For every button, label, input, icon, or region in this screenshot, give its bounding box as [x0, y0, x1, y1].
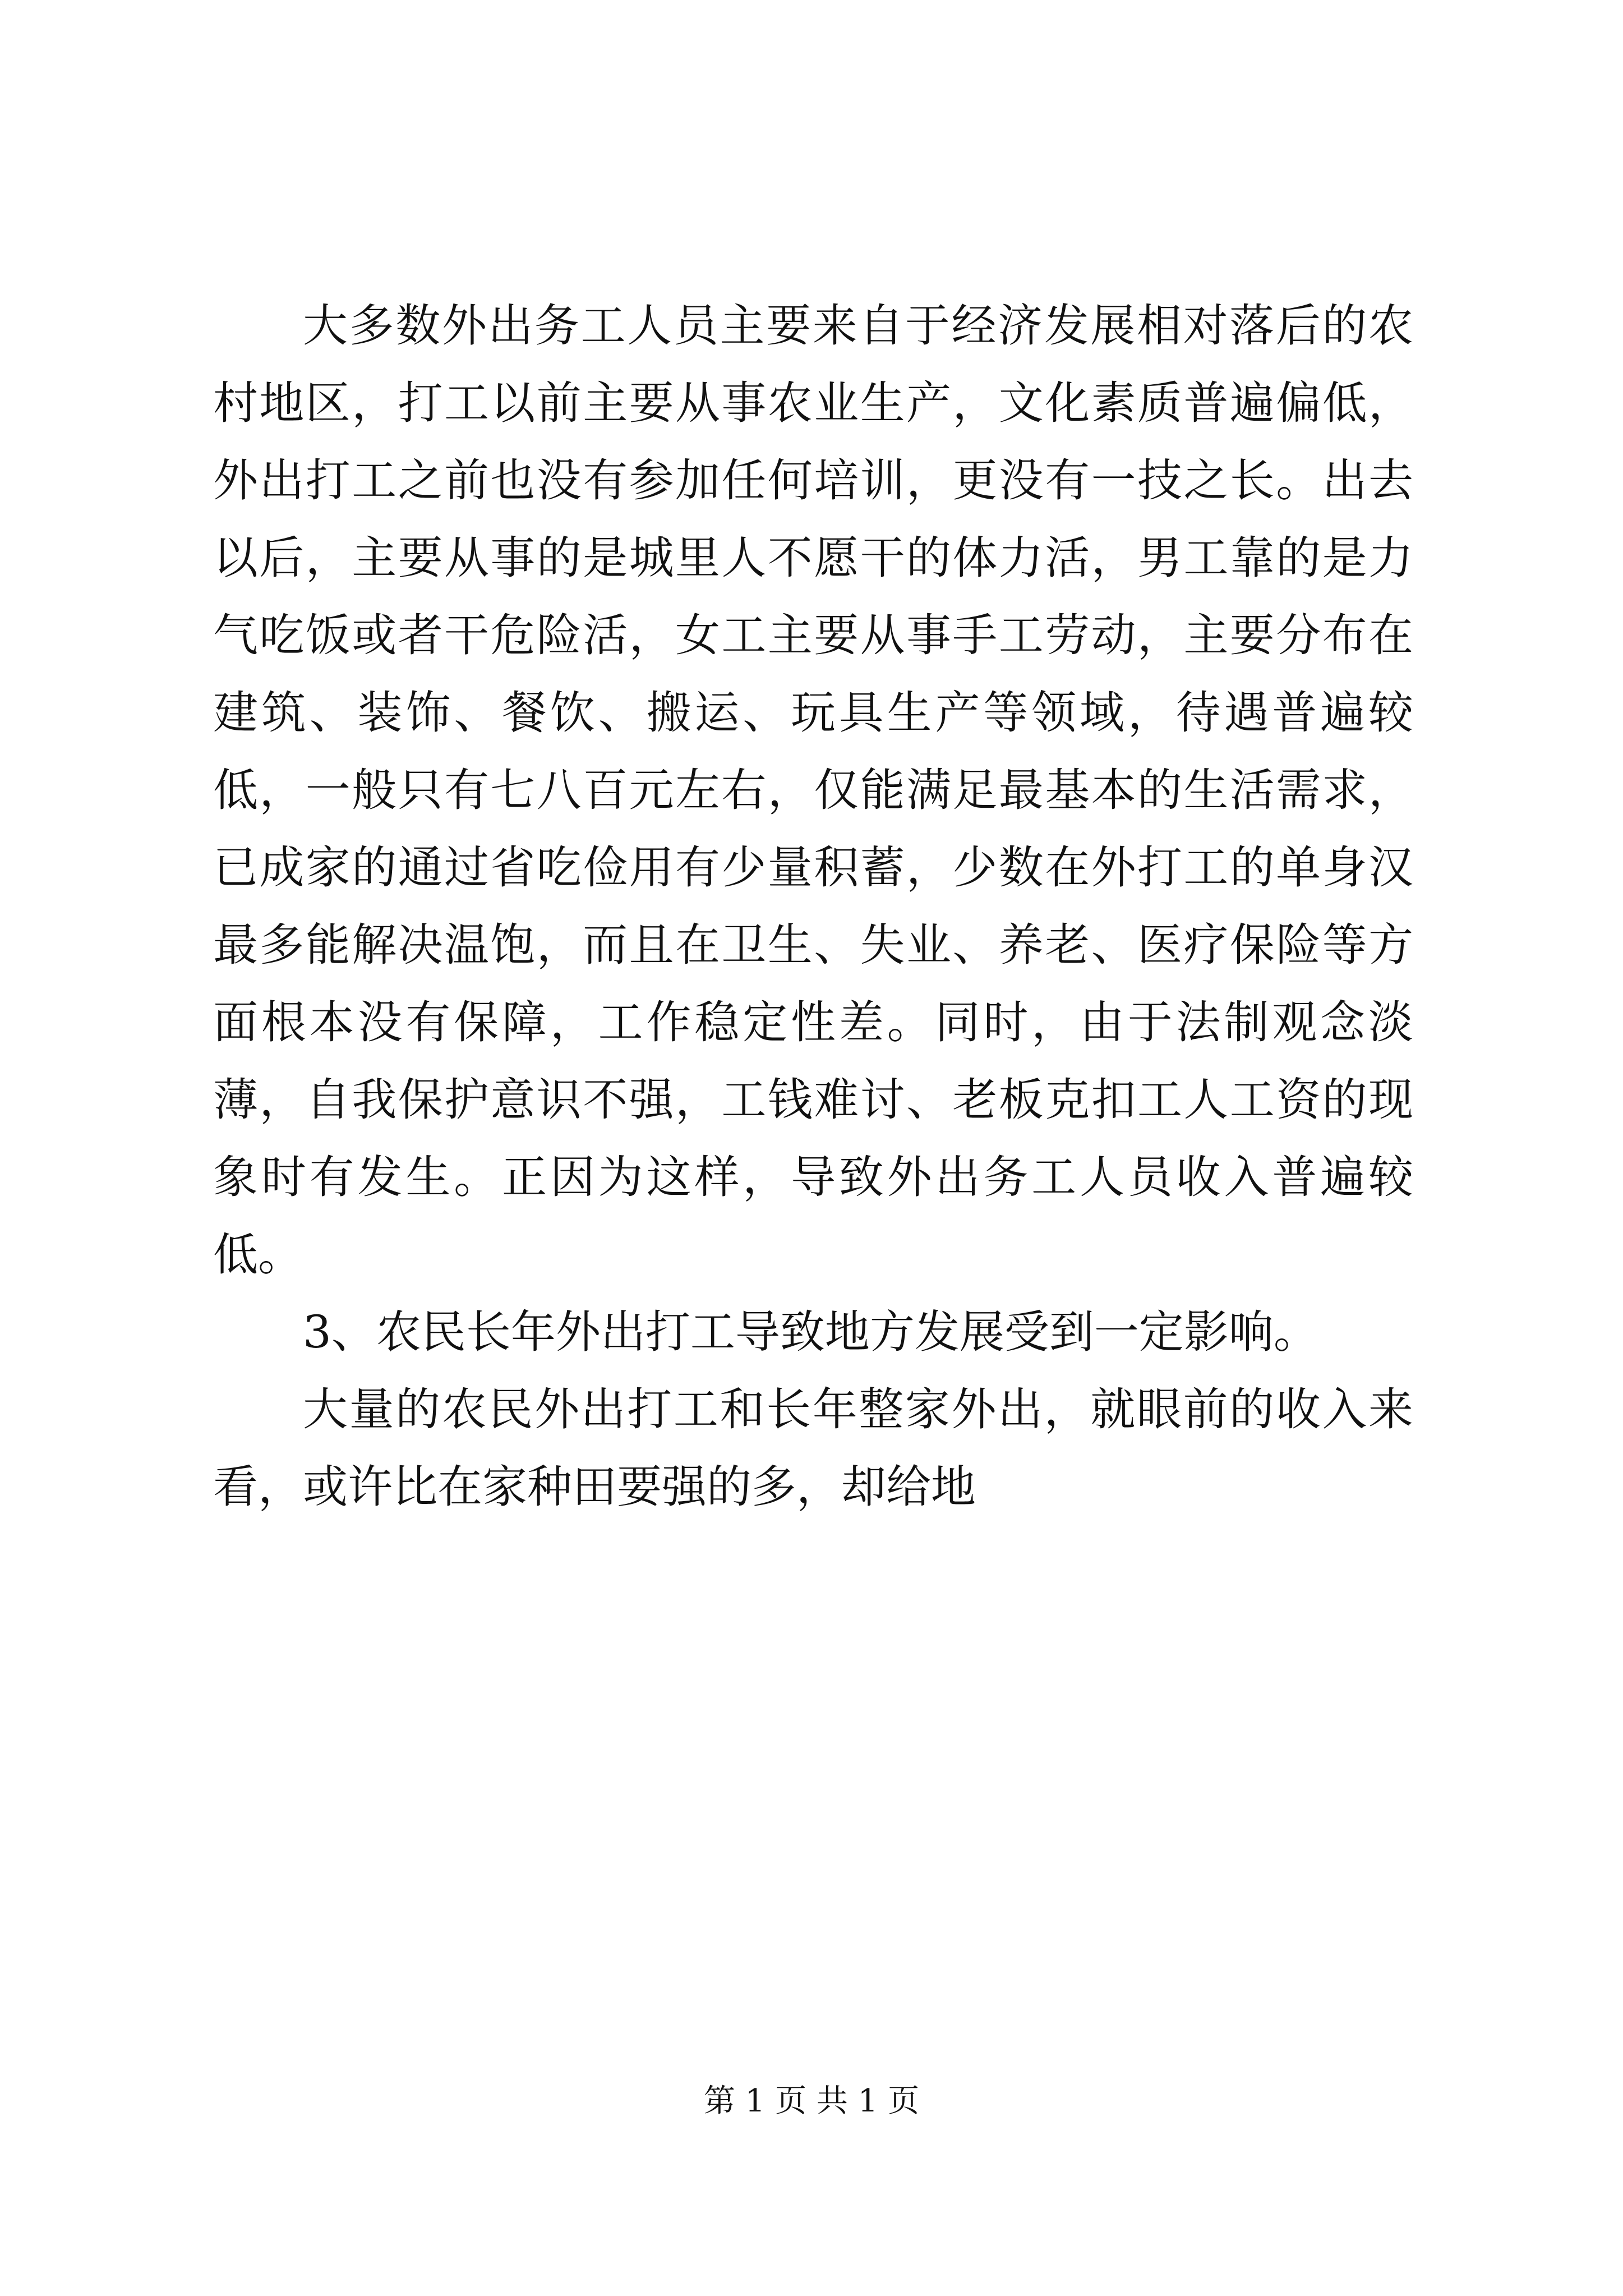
- heading-section-3: 3、农民长年外出打工导致地方发展受到一定影响。: [303, 1306, 1318, 1358]
- paragraph-large-migration: 大量的农民外出打工和长年整家外出，就眼前的收入来看，或许比在家种田要强的多，却给地: [213, 1383, 1413, 1513]
- document-body: [213, 287, 1413, 1526]
- page-footer: 第 1 页 共 1 页: [703, 2083, 920, 2119]
- paragraph-migrant-income: 大多数外出务工人员主要来自于经济发展相对落后的农村地区，打工以前主要从事农业生产，文化素质普遍偏低，外出打工之前也没有参加任何培训，更没有一技之长。出去以后，主要从事的是城里人不愿干的体力活，男工靠的是力气吃饭或者干危险活，女工主要从事手工劳动，主要分布在建筑、装饰、餐饮、搬运、玩具生产等领域，待遇普遍较低，一般只有七八百元左右，仅能满足最基本的生活需求，已成家的通过省吃俭用有少量积蓄，少数在外打工的单身汉最多能解决温饱，而且在卫生、失业、养老、医疗保险等方面根本没有保障，工作稳定性差。同时，由于法制观念淡薄，自我保护意识不强，工钱难讨、老板克扣工人工资的现象时有发生。正因为这样，导致外出务工人员收入普遍较低。: [213, 300, 1413, 1281]
